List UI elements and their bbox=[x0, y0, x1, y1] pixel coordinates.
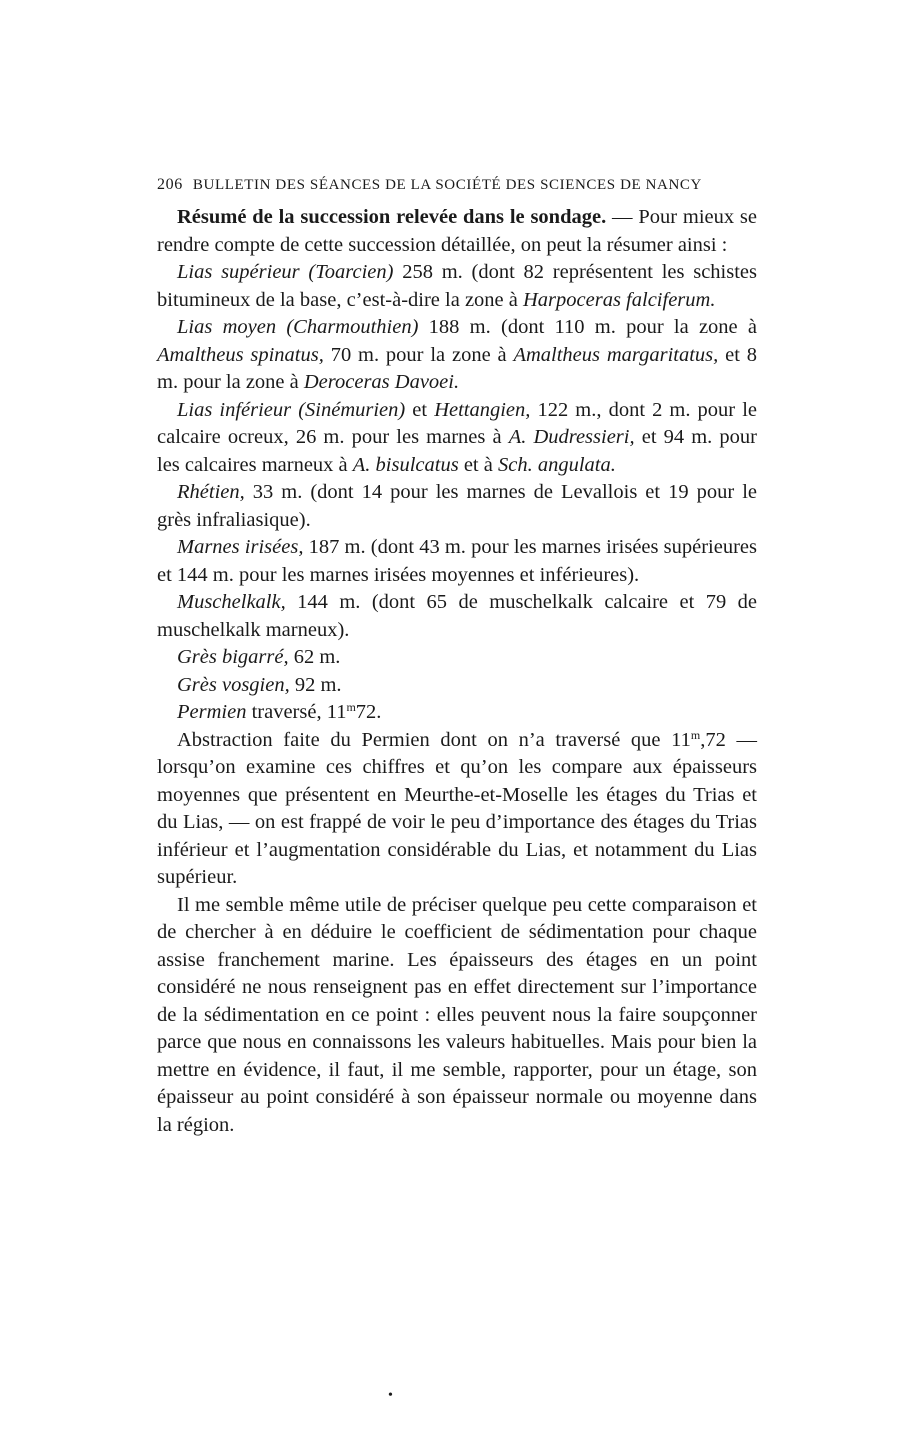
entry-text: et 94 m. pour les calcaires marneux à bbox=[157, 426, 757, 476]
entry-text: 62 m. bbox=[288, 646, 341, 668]
italic-term: Lias supérieur (Toarcien) bbox=[177, 261, 394, 283]
abstraction-text-a: Abstraction faite du Permien dont on n’a traversé que 11 bbox=[177, 728, 691, 751]
italic-term: Harpoceras falciferum. bbox=[523, 288, 716, 311]
intro-text: — Pour mieux se rendre compte de cette succession détaillée, on peut la résumer ainsi : bbox=[157, 206, 758, 256]
italic-term: Grès bigarré, bbox=[177, 646, 289, 668]
running-header bbox=[157, 176, 757, 194]
permien-entry bbox=[157, 699, 757, 727]
stage-entry bbox=[157, 479, 757, 534]
italic-term: Rhétien, bbox=[177, 481, 245, 503]
italic-term: A. bisulcatus bbox=[352, 453, 459, 476]
final-paragraph: Il me semble même utile de préciser quelque peu cette comparaison et de chercher à en déduire le coefficient de sédimentation pour chaque assise franchement marine. Les épaisseurs des étages en un point considéré ne nous renseignent pas en effet directement sur l’importance de la sédimentation en ce point : elles peuvent nous la faire soupçonner parce que nous en connaissons les valeurs habituelles. Mais pour bien la mettre en évidence, il faut, il me semble, rapporter, pour un étage, son épaisseur au point considéré à son épaisseur normale ou moyenne dans la région. bbox=[157, 893, 757, 1136]
stage-entry bbox=[157, 672, 757, 700]
entry-text: et à bbox=[458, 453, 498, 476]
entry-text: 144 m. (dont 65 de muschelkalk calcaire et 79 de muschelkalk marneux). bbox=[157, 591, 757, 641]
italic-term: Amaltheus spinatus, bbox=[157, 343, 324, 366]
italic-term: Amaltheus margaritatus, bbox=[513, 343, 719, 366]
italic-term: Marnes irisées, bbox=[177, 536, 304, 558]
italic-term: Muschelkalk, bbox=[177, 591, 286, 613]
entry-text: 122 m., dont 2 m. pour le calcaire ocreux, 26 m. pour les marnes à bbox=[157, 398, 757, 448]
stage-entry bbox=[157, 644, 757, 672]
entry-text: 92 m. bbox=[289, 673, 342, 696]
section-lead: Résumé de la succession relevée dans le sondage. bbox=[177, 206, 607, 228]
page-number: 206 bbox=[157, 176, 183, 193]
stage-entry bbox=[157, 314, 757, 397]
abstraction-paragraph bbox=[157, 727, 757, 892]
italic-term: Deroceras Davoei. bbox=[303, 371, 460, 393]
running-title: BULLETIN DES SÉANCES DE LA SOCIÉTÉ DES SCIENCES DE NANCY bbox=[192, 177, 702, 193]
unit-superscript: m bbox=[346, 700, 356, 714]
footer-mark: • bbox=[388, 1388, 393, 1403]
permien-text: traversé, 11 bbox=[246, 701, 347, 723]
entry-text: et 8 m. pour la zone à bbox=[157, 343, 757, 393]
unit-superscript: m bbox=[690, 727, 701, 742]
entry-text: 33 m. (dont 14 pour les marnes de Levallois et 19 pour le grès infraliasique). bbox=[157, 481, 757, 531]
italic-term: Lias inférieur (Sinémurien) bbox=[177, 398, 406, 421]
italic-term: Lias moyen (Charmouthien) bbox=[177, 316, 419, 338]
stage-entry bbox=[157, 397, 757, 480]
page-body bbox=[157, 176, 757, 1139]
italic-term: Grès vosgien, bbox=[177, 673, 290, 696]
entry-text: 70 m. pour la zone à bbox=[323, 343, 514, 366]
stage-entry bbox=[157, 259, 757, 314]
permien-value: 72. bbox=[355, 701, 382, 723]
entry-text: 188 m. (dont 110 m. pour la zone à bbox=[418, 316, 757, 338]
intro-paragraph bbox=[157, 204, 757, 259]
italic-term: A. Dudressieri, bbox=[508, 426, 635, 448]
entry-text: et bbox=[405, 398, 435, 421]
italic-term: Sch. angulata. bbox=[497, 453, 616, 476]
stage-entry bbox=[157, 534, 757, 589]
stage-list bbox=[157, 259, 757, 699]
italic-term: Hettangien, bbox=[434, 398, 531, 421]
entry-text: 187 m. (dont 43 m. pour les marnes irisées supérieures et 144 m. pour les marnes irisées moyennes et inférieures). bbox=[157, 536, 758, 586]
stage-entry bbox=[157, 589, 757, 644]
entry-text: 258 m. (dont 82 représentent les schistes bitumineux de la base, c’est-à-dire la zone à bbox=[157, 261, 757, 311]
abstraction-text-b: ,72 — lorsqu’on examine ces chiffres et qu’on les compare aux épaisseurs moyennes que présentent en Meurthe-et-Moselle les étages du Trias et du Lias, — on est frappé de voir le peu d’importance des étages du Trias inférieur et l’augmentation considérable du Lias, et notamment du Lias supérieur. bbox=[157, 728, 757, 888]
stage-name: Permien bbox=[177, 701, 247, 723]
